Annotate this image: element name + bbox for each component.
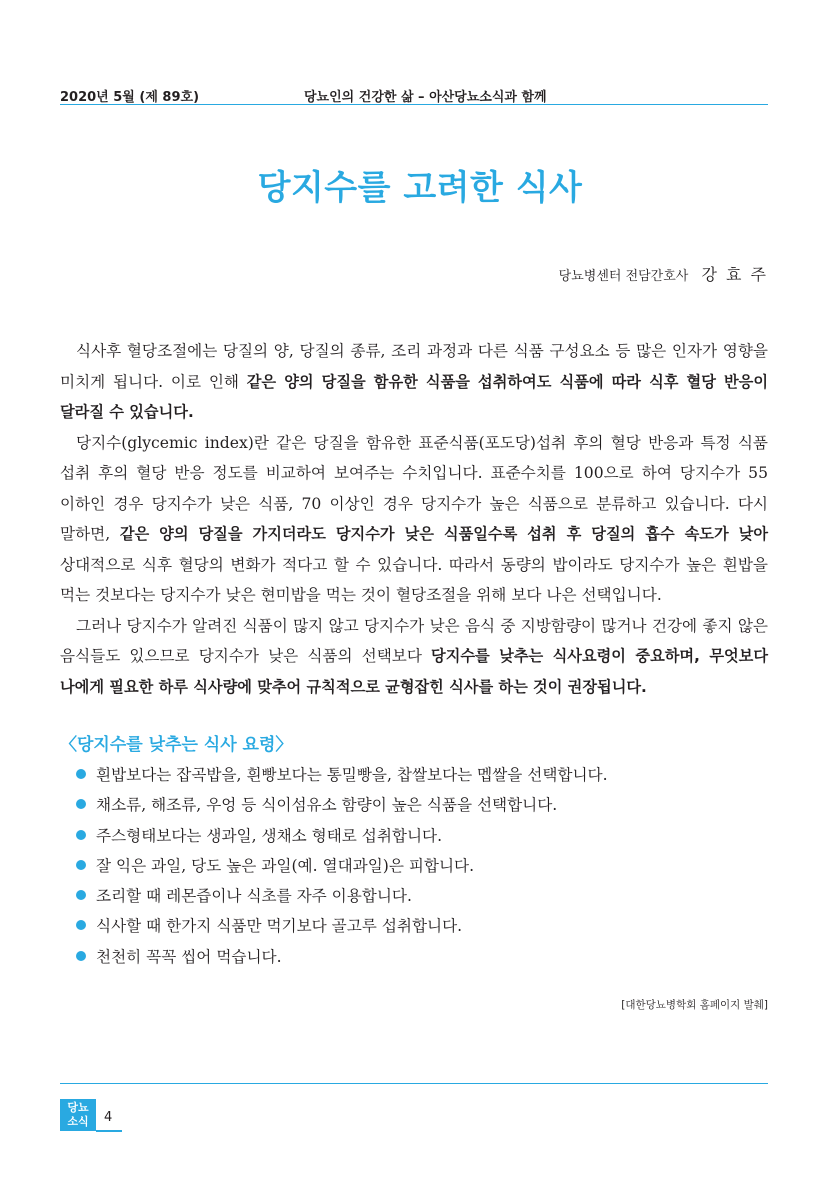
author-byline: [559, 262, 768, 285]
paragraph-2-text-end: 상대적으로 식후 혈당의 변화가 적다고 할 수 있습니다. 따라서 동량의 밥이라도 당지수가 높은 흰밥을 먹는 것보다는 당지수가 낮은 현미밥을 먹는 것이 혈당조절을 위해 보다 나은 선택입니다.: [60, 555, 768, 604]
bullet-icon: [76, 951, 86, 961]
bullet-icon: [76, 920, 86, 930]
article-body: [60, 336, 768, 702]
paragraph-3-emphasis: 당지수를 낮추는 식사요령이 중요하며, 무엇보다 나에게 필요한 하루 식사량에 맞추어 규칙적으로 균형잡힌 식사를 하는 것이 권장됩니다.: [60, 647, 769, 696]
list-item-text: 주스형태보다는 생과일, 생채소 형태로 섭취합니다.: [96, 826, 443, 845]
issue-label: 2020년 5월 (제 89호): [60, 90, 200, 105]
list-item-text: 조리할 때 레몬즙이나 식초를 자주 이용합니다.: [96, 887, 412, 906]
page-header: [60, 86, 768, 104]
list-item: [76, 790, 776, 820]
list-item: [76, 942, 776, 972]
paragraph-1: [60, 336, 768, 428]
paragraph-2: [60, 428, 768, 611]
paragraph-3: [60, 611, 768, 703]
page-number-underline: [96, 1130, 122, 1132]
paragraph-2-text: 당지수(glycemic index)란 같은 당질을 함유한 표준식품(포도당)섭취 후의 혈당 반응과 특정 식품 섭취 후의 혈당 반응 정도를 비교하여 보여주는 수치입니다. 표준수치를 100으로 하여 당지수가 55 이하인 경우 당지수가 낮은 식품, 70 이상인 경우 당지수가 높은 식품으로 분류하고 있습니다. 다시 말하면,: [60, 433, 768, 543]
badge-line-1: 당뇨: [67, 1101, 89, 1114]
bullet-icon: [76, 830, 86, 840]
list-item-text: 식사할 때 한가지 식품만 먹기보다 골고루 섭취합니다.: [96, 917, 463, 936]
tips-list: [76, 760, 776, 972]
header-divider: [60, 104, 768, 105]
list-item: [76, 760, 776, 790]
bullet-icon: [76, 769, 86, 779]
paragraph-1-emphasis: 같은 양의 당질을 함유한 식품을 섭취하여도 식품에 따라 식후 혈당 반응이 달라질 수 있습니다.: [60, 372, 769, 421]
source-note: [대한당뇨병학회 홈페이지 발췌]: [621, 999, 768, 1011]
paragraph-1-text: 식사후 혈당조절에는 당질의 양, 당질의 종류, 조리 과정과 다른 식품 구성요소 등 많은 인자가 영향을 미치게 됩니다. 이로 인해: [60, 342, 768, 391]
badge-line-2: 소식: [67, 1115, 89, 1128]
article-title: 당지수를 고려한 식사: [257, 168, 583, 208]
author-role: 당뇨병센터 전담간호사: [558, 269, 689, 284]
list-item: [76, 851, 776, 881]
list-item-text: 흰밥보다는 잡곡밥을, 흰빵보다는 통밀빵을, 찹쌀보다는 멥쌀을 선택합니다.: [96, 766, 608, 784]
tips-heading: 〈당지수를 낮추는 식사 요령〉: [60, 735, 293, 755]
bullet-icon: [76, 799, 86, 809]
list-item: [76, 821, 776, 851]
paragraph-2-emphasis: 같은 양의 당질을 가지더라도 당지수가 낮은 식품일수록 섭취 후 당질의 흡수 속도가 낮아: [119, 525, 768, 543]
bullet-icon: [76, 860, 86, 870]
list-item: [76, 881, 776, 911]
footer-divider: [60, 1083, 768, 1084]
list-item-text: 채소류, 해조류, 우엉 등 식이섬유소 함량이 높은 식품을 선택합니다.: [96, 796, 558, 815]
list-item-text: 천천히 꼭꼭 씹어 먹습니다.: [96, 947, 282, 966]
series-title: 당뇨인의 건강한 삶 – 아산당뇨소식과 함께: [304, 90, 547, 105]
list-item: [76, 911, 776, 941]
newsletter-badge: [60, 1099, 96, 1131]
list-item-text: 잘 익은 과일, 당도 높은 과일(예. 열대과일)은 피합니다.: [96, 856, 475, 875]
bullet-icon: [76, 890, 86, 900]
author-name: 강 효 주: [701, 265, 768, 284]
paragraph-3-text: 그러나 당지수가 알려진 식품이 많지 않고 당지수가 낮은 음식 중 지방함량이 많거나 건강에 좋지 않은 음식들도 있으므로 당지수가 낮은 식품의 선택보다: [60, 616, 768, 665]
page-number: 4: [104, 1110, 113, 1125]
